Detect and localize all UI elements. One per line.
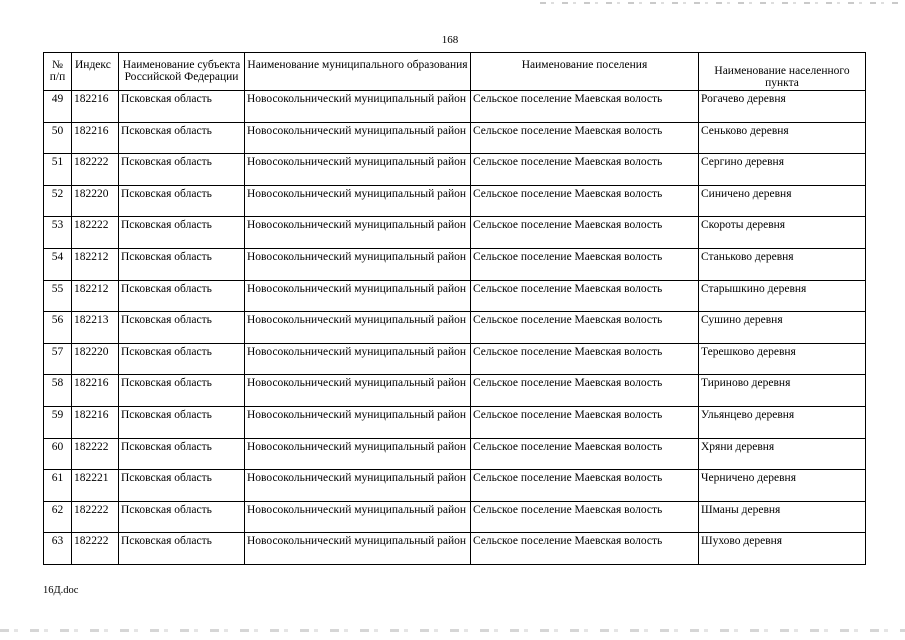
table-row (44, 438, 866, 470)
cell-municipal: Новосокольнический муниципальный район (245, 248, 471, 280)
cell-subject: Псковская область (119, 375, 245, 407)
table-row (44, 122, 866, 154)
cell-locality: Скороты деревня (699, 217, 866, 249)
cell-locality: Хряни деревня (699, 438, 866, 470)
cell-municipal: Новосокольнический муниципальный район (245, 91, 471, 123)
table-row (44, 343, 866, 375)
cell-subject: Псковская область (119, 501, 245, 533)
cell-num: 62 (44, 501, 72, 533)
cell-municipal: Новосокольнический муниципальный район (245, 343, 471, 375)
table-header-row (44, 53, 866, 91)
cell-num: 53 (44, 217, 72, 249)
cell-num: 50 (44, 122, 72, 154)
scan-artifact-top (540, 2, 900, 4)
cell-num: 56 (44, 312, 72, 344)
cell-locality: Шухово деревня (699, 533, 866, 565)
cell-subject: Псковская область (119, 91, 245, 123)
cell-locality: Ульянцево деревня (699, 406, 866, 438)
cell-settlement: Сельское поселение Маевская волость (471, 438, 699, 470)
cell-subject: Псковская область (119, 312, 245, 344)
cell-index: 182216 (72, 91, 119, 123)
cell-index: 182222 (72, 533, 119, 565)
table-row (44, 533, 866, 565)
cell-settlement: Сельское поселение Маевская волость (471, 248, 699, 280)
cell-municipal: Новосокольнический муниципальный район (245, 438, 471, 470)
cell-index: 182212 (72, 248, 119, 280)
cell-index: 182222 (72, 154, 119, 186)
table-row (44, 312, 866, 344)
cell-municipal: Новосокольнический муниципальный район (245, 501, 471, 533)
cell-index: 182222 (72, 501, 119, 533)
cell-num: 49 (44, 91, 72, 123)
cell-index: 182216 (72, 375, 119, 407)
cell-settlement: Сельское поселение Маевская волость (471, 406, 699, 438)
cell-index: 182220 (72, 343, 119, 375)
cell-settlement: Сельское поселение Маевская волость (471, 533, 699, 565)
cell-locality: Сушино деревня (699, 312, 866, 344)
cell-municipal: Новосокольнический муниципальный район (245, 312, 471, 344)
cell-subject: Псковская область (119, 154, 245, 186)
cell-locality: Шманы деревня (699, 501, 866, 533)
footer-filename: 16Д.doc (43, 585, 79, 596)
cell-num: 60 (44, 438, 72, 470)
header-municipal: Наименование муниципального образования (245, 53, 471, 91)
header-settlement: Наименование поселения (471, 53, 699, 91)
table-row (44, 375, 866, 407)
cell-num: 51 (44, 154, 72, 186)
cell-num: 58 (44, 375, 72, 407)
cell-settlement: Сельское поселение Маевская волость (471, 343, 699, 375)
cell-locality: Синичено деревня (699, 185, 866, 217)
cell-subject: Псковская область (119, 343, 245, 375)
cell-index: 182222 (72, 217, 119, 249)
cell-municipal: Новосокольнический муниципальный район (245, 154, 471, 186)
cell-settlement: Сельское поселение Маевская волость (471, 280, 699, 312)
header-locality: Наименование населенного пункта (699, 53, 866, 91)
cell-municipal: Новосокольнический муниципальный район (245, 217, 471, 249)
table-row (44, 470, 866, 502)
page-number: 168 (441, 34, 459, 46)
header-subject: Наименование субъекта Российской Федерации (119, 53, 245, 91)
cell-locality: Станьково деревня (699, 248, 866, 280)
cell-num: 57 (44, 343, 72, 375)
table-row (44, 280, 866, 312)
cell-locality: Тириново деревня (699, 375, 866, 407)
cell-index: 182216 (72, 122, 119, 154)
header-num: № п/п (44, 53, 72, 91)
cell-locality: Рогачево деревня (699, 91, 866, 123)
cell-locality: Сеньково деревня (699, 122, 866, 154)
cell-index: 182221 (72, 470, 119, 502)
cell-municipal: Новосокольнический муниципальный район (245, 470, 471, 502)
cell-index: 182222 (72, 438, 119, 470)
cell-subject: Псковская область (119, 406, 245, 438)
cell-num: 54 (44, 248, 72, 280)
cell-subject: Псковская область (119, 280, 245, 312)
cell-index: 182213 (72, 312, 119, 344)
header-index: Индекс (72, 53, 119, 91)
settlements-table (43, 52, 866, 565)
cell-municipal: Новосокольнический муниципальный район (245, 280, 471, 312)
cell-settlement: Сельское поселение Маевская волость (471, 217, 699, 249)
cell-settlement: Сельское поселение Маевская волость (471, 122, 699, 154)
cell-settlement: Сельское поселение Маевская волость (471, 154, 699, 186)
cell-settlement: Сельское поселение Маевская волость (471, 501, 699, 533)
cell-subject: Псковская область (119, 470, 245, 502)
cell-num: 61 (44, 470, 72, 502)
cell-index: 182216 (72, 406, 119, 438)
table-body (44, 91, 866, 565)
cell-num: 59 (44, 406, 72, 438)
table-row (44, 406, 866, 438)
cell-num: 52 (44, 185, 72, 217)
cell-settlement: Сельское поселение Маевская волость (471, 91, 699, 123)
cell-subject: Псковская область (119, 533, 245, 565)
cell-subject: Псковская область (119, 248, 245, 280)
table-row (44, 501, 866, 533)
cell-municipal: Новосокольнический муниципальный район (245, 406, 471, 438)
cell-locality: Терешково деревня (699, 343, 866, 375)
cell-locality: Старышкино деревня (699, 280, 866, 312)
table-row (44, 154, 866, 186)
cell-num: 63 (44, 533, 72, 565)
table-row (44, 91, 866, 123)
cell-subject: Псковская область (119, 438, 245, 470)
cell-subject: Псковская область (119, 217, 245, 249)
cell-locality: Черничено деревня (699, 470, 866, 502)
scan-artifact-bottom (0, 629, 905, 632)
cell-subject: Псковская область (119, 185, 245, 217)
cell-settlement: Сельское поселение Маевская волость (471, 312, 699, 344)
cell-municipal: Новосокольнический муниципальный район (245, 122, 471, 154)
cell-municipal: Новосокольнический муниципальный район (245, 375, 471, 407)
cell-settlement: Сельское поселение Маевская волость (471, 375, 699, 407)
cell-municipal: Новосокольнический муниципальный район (245, 533, 471, 565)
cell-locality: Сергино деревня (699, 154, 866, 186)
table-row (44, 217, 866, 249)
table-row (44, 248, 866, 280)
cell-settlement: Сельское поселение Маевская волость (471, 470, 699, 502)
cell-num: 55 (44, 280, 72, 312)
cell-index: 182212 (72, 280, 119, 312)
table-row (44, 185, 866, 217)
cell-settlement: Сельское поселение Маевская волость (471, 185, 699, 217)
cell-municipal: Новосокольнический муниципальный район (245, 185, 471, 217)
cell-index: 182220 (72, 185, 119, 217)
cell-subject: Псковская область (119, 122, 245, 154)
